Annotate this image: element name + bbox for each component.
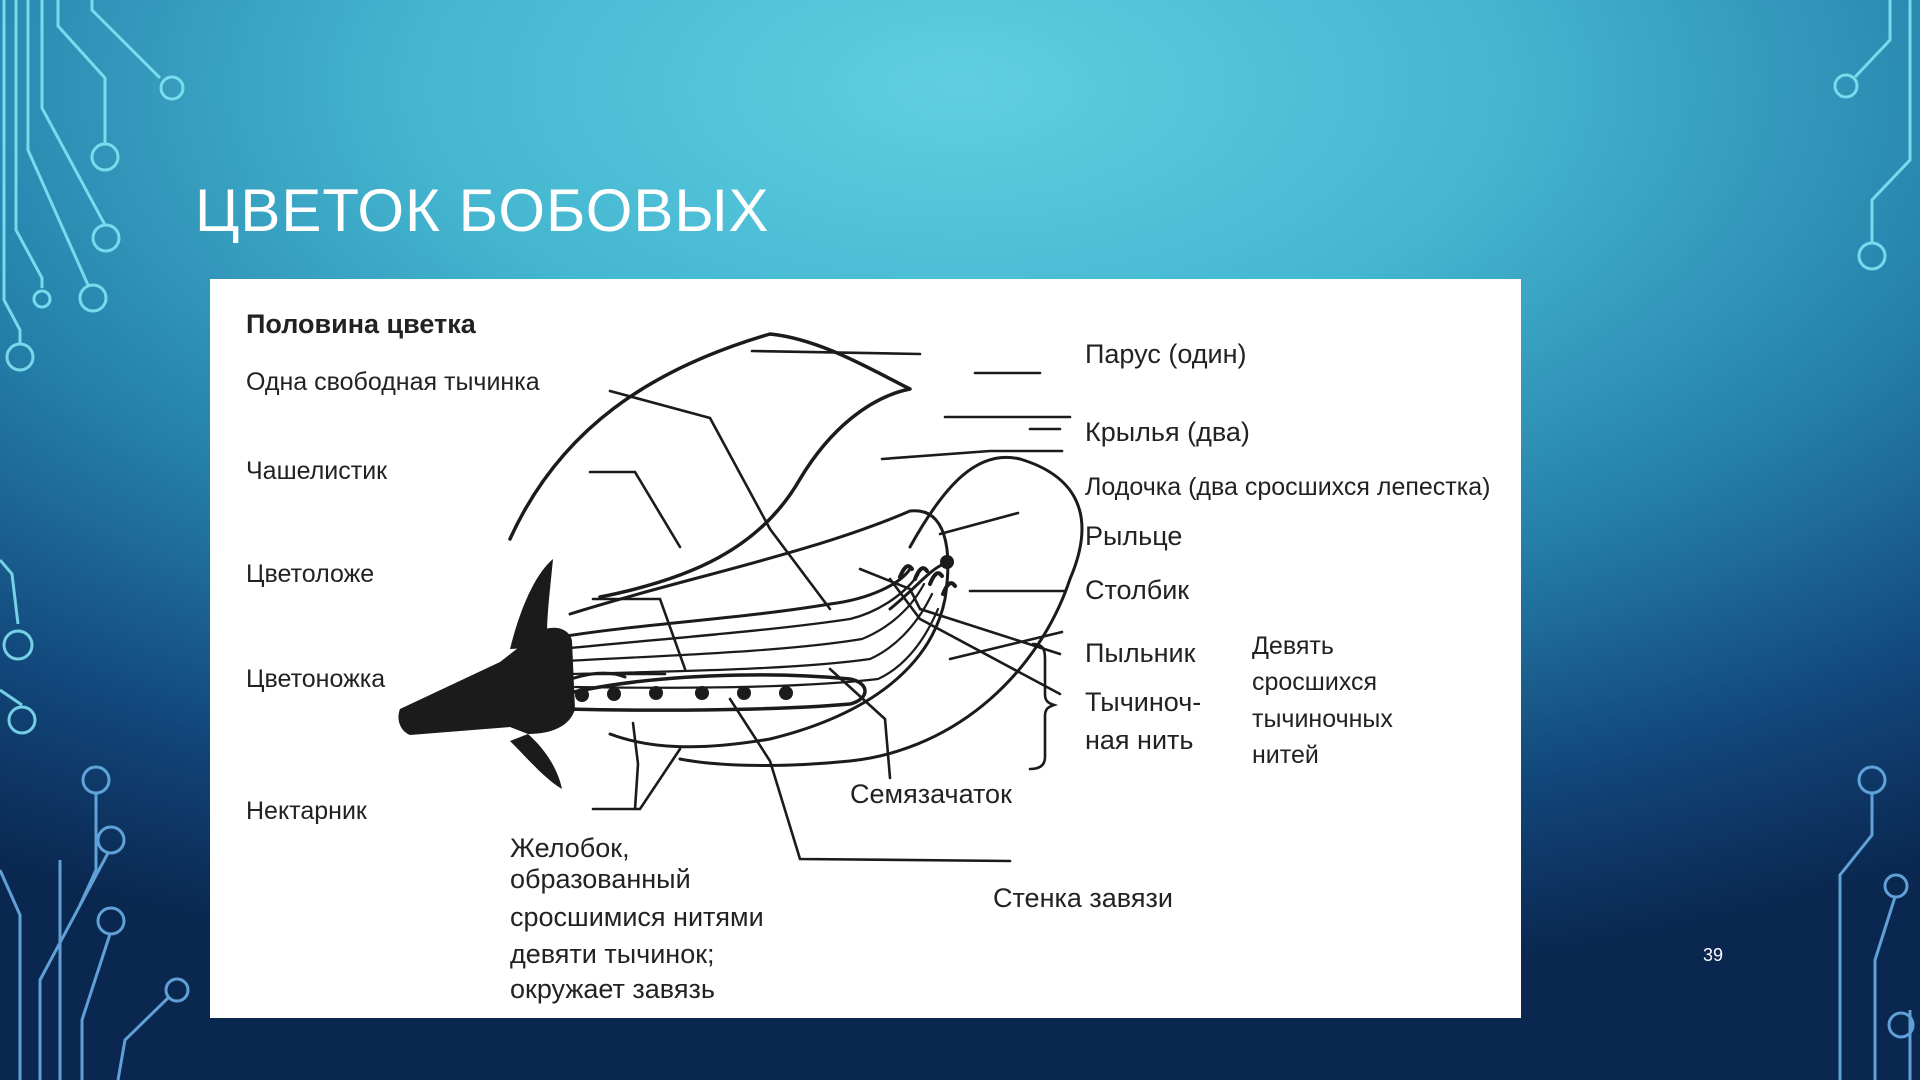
- label-sepal: Чашелистик: [246, 457, 388, 485]
- ovule: [737, 686, 751, 700]
- svg-text:окружает завязь: окружает завязь: [510, 974, 715, 1004]
- sepal-shape: [510, 734, 562, 789]
- svg-text:Девять: Девять: [1252, 632, 1334, 660]
- standard-petal-outline: [510, 334, 910, 597]
- label-standard: Парус (один): [1085, 339, 1247, 369]
- label-nectary: Нектарник: [246, 797, 367, 825]
- fused-filaments-brace: [1030, 644, 1054, 769]
- svg-text:образованный: образованный: [510, 864, 691, 894]
- svg-text:Желобок,: Желобок,: [510, 833, 630, 863]
- label-anther: Пыльник: [1085, 638, 1196, 668]
- slide-title: ЦВЕТОК БОБОВЫХ: [195, 177, 770, 244]
- wing-petal-outline: [680, 457, 1082, 765]
- label-style: Столбик: [1085, 575, 1190, 605]
- ovule: [695, 686, 709, 700]
- ovule: [649, 686, 663, 700]
- label-stigma: Рыльце: [1085, 521, 1183, 551]
- svg-text:нитей: нитей: [1252, 741, 1319, 769]
- svg-text:ная нить: ная нить: [1085, 725, 1194, 755]
- svg-text:сросшихся: сросшихся: [1252, 668, 1378, 696]
- stamen-tube-outline: [560, 569, 910, 637]
- label-nine-fused-filaments: [1252, 632, 1393, 769]
- label-pedicel: Цветоножка: [246, 665, 386, 693]
- svg-text:тычиночных: тычиночных: [1252, 705, 1393, 733]
- circuit-decoration-right: [1780, 0, 1920, 1080]
- ovule: [779, 686, 793, 700]
- label-keel: Лодочка (два сросшихся лепестка): [1085, 473, 1491, 501]
- sepal-shape: [510, 559, 553, 649]
- label-ovary-wall: Стенка завязи: [993, 883, 1173, 913]
- legume-flower-diagram: [210, 279, 1521, 1018]
- svg-text:девяти тычинок;: девяти тычинок;: [510, 939, 715, 969]
- label-filament: [1085, 687, 1201, 755]
- slide-page-number: 39: [1703, 945, 1724, 965]
- ovule: [575, 688, 589, 702]
- ovule: [607, 687, 621, 701]
- circuit-decoration-left: [0, 0, 220, 1080]
- diagram-heading: Половина цветка: [246, 309, 476, 339]
- svg-text:сросшимися нитями: сросшимися нитями: [510, 902, 764, 932]
- label-wings: Крылья (два): [1085, 417, 1250, 447]
- label-groove: [510, 833, 764, 1004]
- stigma: [940, 555, 954, 569]
- label-receptacle: Цветоложе: [246, 560, 375, 588]
- pedicel-shape: [398, 628, 575, 735]
- label-ovule: Семязачаток: [850, 779, 1012, 809]
- label-free-stamen: Одна свободная тычинка: [246, 368, 540, 396]
- svg-text:Тычиноч-: Тычиноч-: [1085, 687, 1202, 717]
